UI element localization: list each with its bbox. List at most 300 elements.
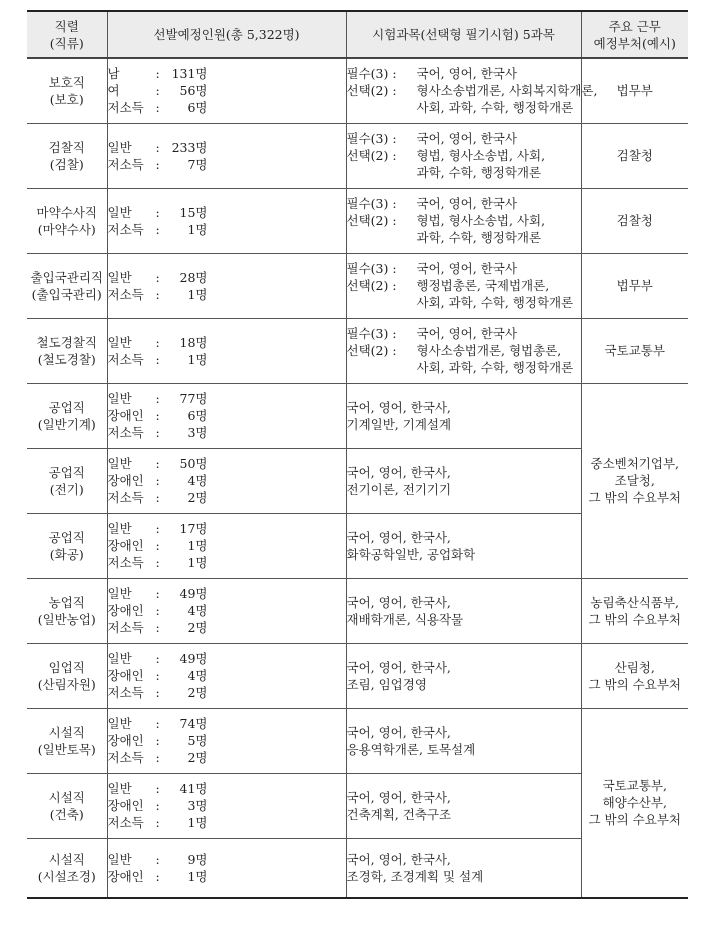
job-line: (화공) [49, 546, 84, 562]
subject-group-label: 선택(2) : [346, 83, 397, 99]
dept-line: 그 밖의 수요부처 [588, 812, 681, 828]
job-cell [27, 513, 107, 578]
recruitment-table [27, 10, 688, 899]
subjects-cell [346, 318, 581, 383]
job-line: (마약수사) [37, 221, 96, 237]
quota-cell [107, 58, 346, 123]
subject-line: 형법, 형사소송법, 사회, [416, 213, 546, 228]
dept-line: 농림축산식품부, [590, 594, 679, 610]
subject-line: 국어, 영어, 한국사, [346, 659, 451, 675]
quota-cell [107, 773, 346, 838]
quota-colon: : [155, 716, 160, 731]
dept-line: 그 밖의 수요부처 [588, 676, 681, 692]
quota-category: 일반 [107, 651, 132, 666]
quota-count: 49명 [179, 586, 208, 601]
subjects-cell [346, 643, 581, 708]
subject-group [347, 277, 581, 311]
quota-category: 저소득 [107, 425, 144, 440]
subject-group [347, 195, 581, 212]
table-row [27, 383, 688, 448]
quota-colon: : [155, 781, 160, 796]
job-cell [27, 643, 107, 708]
quota-category: 일반 [107, 716, 132, 731]
quota-count: 2명 [187, 750, 208, 765]
quota-line [108, 650, 346, 667]
quota-count: 6명 [187, 100, 208, 116]
dept-line: 그 밖의 수요부처 [588, 611, 681, 627]
dept-cell-merged [581, 383, 688, 578]
quota-line [108, 554, 346, 571]
quota-line [108, 797, 346, 814]
quota-category: 일반 [107, 521, 132, 536]
quota-category: 저소득 [107, 351, 144, 367]
subject-group-label: 필수(3) : [346, 131, 397, 146]
subjects-cell [346, 58, 598, 123]
quota-count: 1명 [187, 868, 208, 884]
subject-group [347, 130, 581, 147]
job-cell [27, 383, 107, 448]
quota-colon: : [155, 408, 160, 423]
quota-category: 장애인 [107, 473, 144, 488]
quota-cell [107, 578, 346, 643]
quota-line [108, 82, 346, 99]
job-cell [27, 578, 107, 643]
job-line: 검찰직 [48, 139, 85, 155]
quota-line [108, 390, 346, 407]
job-line: (검찰) [49, 156, 84, 172]
quota-category: 남 [107, 66, 120, 82]
quota-colon: : [155, 651, 160, 666]
quota-count: 49명 [179, 651, 208, 666]
job-cell [27, 188, 107, 253]
quota-category: 일반 [107, 139, 132, 155]
quota-colon: : [155, 490, 160, 505]
subject-line: 응용역학개론, 토목설계 [346, 741, 476, 757]
quota-colon: : [155, 620, 160, 635]
subject-group-body [417, 82, 598, 116]
subject-line: 형사소송법개론, 형법총론, [416, 343, 562, 358]
quota-count: 1명 [187, 538, 208, 553]
job-line: (건축) [49, 806, 84, 822]
job-line: (산림자원) [37, 676, 96, 692]
job-line: 철도경찰직 [36, 334, 97, 350]
job-cell [27, 253, 107, 318]
subject-line: 사회, 과학, 수학, 행정학개론 [416, 360, 574, 375]
quota-count: 74명 [179, 716, 208, 731]
job-line: (일반토목) [37, 741, 96, 757]
quota-line [108, 204, 346, 221]
quota-colon: : [155, 521, 160, 536]
quota-colon: : [155, 83, 160, 99]
quota-category: 일반 [107, 269, 132, 285]
quota-category: 저소득 [107, 286, 144, 302]
subject-group [346, 82, 598, 116]
subject-group-label: 선택(2) : [346, 343, 397, 358]
quota-cell [107, 188, 346, 253]
subject-line: 화학공학일반, 공업화학 [346, 546, 476, 562]
quota-count: 4명 [187, 473, 208, 488]
subject-group [347, 147, 581, 181]
quota-cell [107, 383, 346, 448]
job-line: (철도경찰) [37, 351, 96, 367]
quota-colon: : [155, 586, 160, 601]
subject-group-label: 필수(3) : [346, 326, 397, 341]
subject-group-body [417, 212, 581, 246]
quota-count: 15명 [179, 204, 208, 220]
quota-colon: : [155, 815, 160, 830]
quota-count: 18명 [179, 334, 208, 350]
quota-category: 일반 [107, 456, 132, 471]
quota-colon: : [155, 668, 160, 683]
table-row [27, 708, 688, 773]
subjects-cell [346, 448, 581, 513]
quota-cell [107, 838, 346, 898]
subject-group-label: 필수(3) : [346, 66, 397, 82]
subject-group [347, 212, 581, 246]
subjects-cell [346, 253, 581, 318]
quota-line [108, 868, 346, 885]
subject-line: 과학, 수학, 행정학개론 [416, 230, 542, 245]
quota-category: 일반 [107, 334, 132, 350]
quota-line [108, 732, 346, 749]
quota-count: 3명 [187, 798, 208, 813]
subject-line: 국어, 영어, 한국사 [416, 131, 517, 146]
job-cell [27, 123, 107, 188]
dept-line: 산림청, [614, 659, 655, 675]
quota-line [108, 520, 346, 537]
subject-group-label: 선택(2) : [346, 278, 397, 293]
job-line: 공업직 [48, 464, 85, 480]
quota-category: 장애인 [107, 798, 144, 813]
quota-count: 5명 [187, 733, 208, 748]
subject-line: 조림, 임업경영 [346, 676, 427, 692]
subject-line: 사회, 과학, 수학, 행정학개론 [416, 100, 574, 116]
quota-colon: : [155, 204, 160, 220]
quota-line [108, 351, 346, 368]
header-quota: 선발예정인원(총 5,322명) [107, 11, 346, 58]
quota-count: 50명 [179, 456, 208, 471]
quota-cell [107, 448, 346, 513]
job-cell [27, 838, 107, 898]
quota-line [108, 489, 346, 506]
subject-line: 국어, 영어, 한국사, [346, 851, 451, 867]
dept-line: 법무부 [616, 278, 653, 293]
quota-category: 일반 [107, 851, 132, 867]
subject-line: 국어, 영어, 한국사, [346, 594, 451, 610]
quota-count: 56명 [179, 83, 208, 99]
header-dept: 주요 근무 예정부처(예시) [581, 11, 688, 58]
quota-colon: : [155, 733, 160, 748]
job-line: 보호직 [48, 74, 85, 90]
quota-count: 1명 [187, 286, 208, 302]
quota-category: 저소득 [107, 815, 144, 830]
quota-count: 1명 [187, 555, 208, 570]
quota-line [108, 424, 346, 441]
subject-line: 국어, 영어, 한국사 [416, 326, 517, 341]
quota-cell [107, 253, 346, 318]
subject-line: 조경학, 조경계획 및 설계 [346, 868, 484, 884]
quota-count: 28명 [179, 269, 208, 285]
quota-line [108, 65, 346, 82]
subject-group-body [417, 195, 581, 212]
quota-category: 일반 [107, 781, 132, 796]
job-line: 시설직 [48, 851, 85, 867]
quota-colon: : [155, 798, 160, 813]
job-cell [27, 318, 107, 383]
subject-line: 국어, 영어, 한국사, [346, 464, 451, 480]
subjects-cell [346, 383, 581, 448]
subject-line: 과학, 수학, 행정학개론 [416, 165, 542, 180]
quota-category: 장애인 [107, 603, 144, 618]
quota-colon: : [155, 391, 160, 406]
quota-line [108, 619, 346, 636]
job-cell [27, 58, 107, 123]
quota-category: 장애인 [107, 733, 144, 748]
subject-line: 국어, 영어, 한국사 [416, 196, 517, 211]
quota-count: 3명 [187, 425, 208, 440]
subject-group-body [417, 342, 581, 376]
subject-group-label: 필수(3) : [346, 261, 397, 276]
quota-count: 2명 [187, 685, 208, 700]
quota-line [108, 99, 346, 116]
quota-category: 장애인 [107, 668, 144, 683]
dept-line: 검찰청 [616, 213, 653, 228]
job-line: 공업직 [48, 399, 85, 415]
subjects-cell [346, 708, 581, 773]
subject-group [347, 260, 581, 277]
quota-category: 저소득 [107, 620, 144, 635]
quota-cell [107, 643, 346, 708]
quota-count: 131명 [171, 66, 208, 82]
quota-count: 17명 [179, 521, 208, 536]
job-line: (일반기계) [37, 416, 96, 432]
quota-line [108, 715, 346, 732]
subject-line: 행정법총론, 국제법개론, [416, 278, 550, 293]
subject-line: 국어, 영어, 한국사, [346, 789, 451, 805]
subject-group-label: 선택(2) : [346, 213, 397, 228]
quota-colon: : [155, 286, 160, 302]
quota-line [108, 684, 346, 701]
dept-cell [581, 253, 688, 318]
dept-cell [581, 188, 688, 253]
quota-colon: : [155, 851, 160, 867]
quota-category: 저소득 [107, 221, 144, 237]
header-job: 직렬 (직류) [27, 11, 107, 58]
job-line: (보호) [49, 91, 84, 107]
job-line: (전기) [49, 481, 84, 497]
quota-category: 일반 [107, 391, 132, 406]
quota-category: 저소득 [107, 156, 144, 172]
table-row [27, 643, 688, 708]
quota-category: 장애인 [107, 868, 144, 884]
quota-colon: : [155, 66, 160, 82]
quota-count: 7명 [187, 156, 208, 172]
quota-line [108, 269, 346, 286]
job-line: (출입국관리) [31, 286, 102, 302]
quota-colon: : [155, 221, 160, 237]
quota-line [108, 407, 346, 424]
subject-line: 사회, 과학, 수학, 행정학개론 [416, 295, 574, 310]
quota-count: 77명 [179, 391, 208, 406]
subject-group-body [417, 147, 581, 181]
subject-group [347, 65, 581, 82]
subject-group-label: 선택(2) : [346, 148, 397, 163]
dept-line: 해양수산부, [602, 795, 667, 811]
quota-category: 여 [107, 83, 120, 99]
header-row [27, 11, 688, 58]
subject-group-body [417, 277, 581, 311]
quota-line [108, 667, 346, 684]
quota-colon: : [155, 685, 160, 700]
quota-line [108, 472, 346, 489]
quota-cell [107, 708, 346, 773]
quota-colon: : [155, 603, 160, 618]
subject-line: 국어, 영어, 한국사, [346, 529, 451, 545]
subject-group-body [417, 130, 581, 147]
subject-line: 국어, 영어, 한국사 [416, 261, 517, 276]
subjects-cell [346, 838, 581, 898]
quota-line [108, 585, 346, 602]
table-row [27, 318, 688, 383]
subject-group-body [417, 260, 581, 277]
quota-cell [107, 123, 346, 188]
quota-colon: : [155, 334, 160, 350]
subject-line: 형법, 형사소송법, 사회, [416, 148, 546, 163]
dept-cell [581, 578, 688, 643]
subject-line: 국어, 영어, 한국사, [346, 724, 451, 740]
job-line: 임업직 [48, 659, 85, 675]
dept-line: 중소벤처기업부, [590, 456, 679, 471]
subject-group-body [417, 325, 581, 342]
quota-line [108, 780, 346, 797]
table-row [27, 253, 688, 318]
quota-count: 6명 [187, 408, 208, 423]
quota-line [108, 221, 346, 238]
quota-category: 일반 [107, 586, 132, 601]
subject-group-body [417, 65, 581, 82]
quota-colon: : [155, 473, 160, 488]
dept-cell [581, 123, 688, 188]
quota-colon: : [155, 538, 160, 553]
dept-line: 조달청, [614, 473, 655, 488]
job-cell [27, 773, 107, 838]
quota-line [108, 455, 346, 472]
table-row [27, 58, 688, 123]
table-row [27, 578, 688, 643]
quota-count: 233명 [171, 139, 208, 155]
subject-line: 기계일반, 기계설계 [346, 416, 452, 432]
job-line: (시설조경) [37, 868, 96, 884]
quota-count: 1명 [187, 221, 208, 237]
dept-cell [581, 318, 688, 383]
quota-line [108, 602, 346, 619]
dept-line: 법무부 [616, 83, 653, 99]
quota-count: 41명 [179, 781, 208, 796]
job-line: (일반농업) [37, 611, 96, 627]
quota-category: 장애인 [107, 538, 144, 553]
subjects-cell [346, 578, 581, 643]
quota-colon: : [155, 269, 160, 285]
subjects-cell [346, 513, 581, 578]
job-line: 마약수사직 [36, 204, 97, 220]
quota-line [108, 334, 346, 351]
quota-count: 9명 [187, 851, 208, 867]
subject-line: 전기이론, 전기기기 [346, 481, 452, 497]
dept-cell-merged [581, 708, 688, 898]
subject-line: 재배학개론, 식용작물 [346, 611, 464, 627]
quota-line [108, 156, 346, 173]
quota-colon: : [155, 100, 160, 116]
quota-colon: : [155, 750, 160, 765]
quota-line [108, 286, 346, 303]
quota-line [108, 814, 346, 831]
header-subjects: 시험과목(선택형 필기시험) 5과목 [346, 11, 581, 58]
quota-colon: : [155, 456, 160, 471]
quota-colon: : [155, 425, 160, 440]
dept-line: 국토교통부 [604, 343, 665, 358]
job-line: 농업직 [48, 594, 85, 610]
dept-cell [581, 643, 688, 708]
quota-category: 저소득 [107, 750, 144, 765]
quota-line [108, 139, 346, 156]
job-cell [27, 448, 107, 513]
subject-group [347, 342, 581, 376]
subject-line: 형사소송법개론, 사회복지학개론, [416, 83, 598, 99]
table-row [27, 123, 688, 188]
quota-count: 1명 [187, 815, 208, 830]
quota-line [108, 537, 346, 554]
dept-line: 검찰청 [616, 148, 653, 163]
quota-category: 장애인 [107, 408, 144, 423]
subject-group [347, 325, 581, 342]
quota-colon: : [155, 139, 160, 155]
quota-category: 저소득 [107, 555, 144, 570]
quota-colon: : [155, 555, 160, 570]
quota-colon: : [155, 351, 160, 367]
quota-count: 4명 [187, 668, 208, 683]
dept-line: 그 밖의 수요부처 [588, 490, 681, 505]
quota-cell [107, 513, 346, 578]
quota-count: 2명 [187, 490, 208, 505]
job-cell [27, 708, 107, 773]
job-line: 출입국관리직 [30, 269, 103, 285]
quota-line [108, 851, 346, 868]
subject-group-label: 필수(3) : [346, 196, 397, 211]
quota-cell [107, 318, 346, 383]
quota-category: 저소득 [107, 100, 144, 116]
table-row [27, 188, 688, 253]
job-line: 공업직 [48, 529, 85, 545]
dept-line: 국토교통부, [602, 778, 667, 794]
subjects-cell [346, 773, 581, 838]
quota-category: 일반 [107, 204, 132, 220]
subjects-cell [346, 123, 581, 188]
quota-count: 1명 [187, 351, 208, 367]
job-line: 시설직 [48, 724, 85, 740]
subject-line: 국어, 영어, 한국사, [346, 399, 451, 415]
subject-line: 건축계획, 건축구조 [346, 806, 452, 822]
quota-colon: : [155, 156, 160, 172]
quota-colon: : [155, 868, 160, 884]
quota-count: 2명 [187, 620, 208, 635]
subject-line: 국어, 영어, 한국사 [416, 66, 517, 82]
quota-count: 4명 [187, 603, 208, 618]
quota-category: 저소득 [107, 490, 144, 505]
quota-category: 저소득 [107, 685, 144, 700]
subjects-cell [346, 188, 581, 253]
job-line: 시설직 [48, 789, 85, 805]
quota-line [108, 749, 346, 766]
